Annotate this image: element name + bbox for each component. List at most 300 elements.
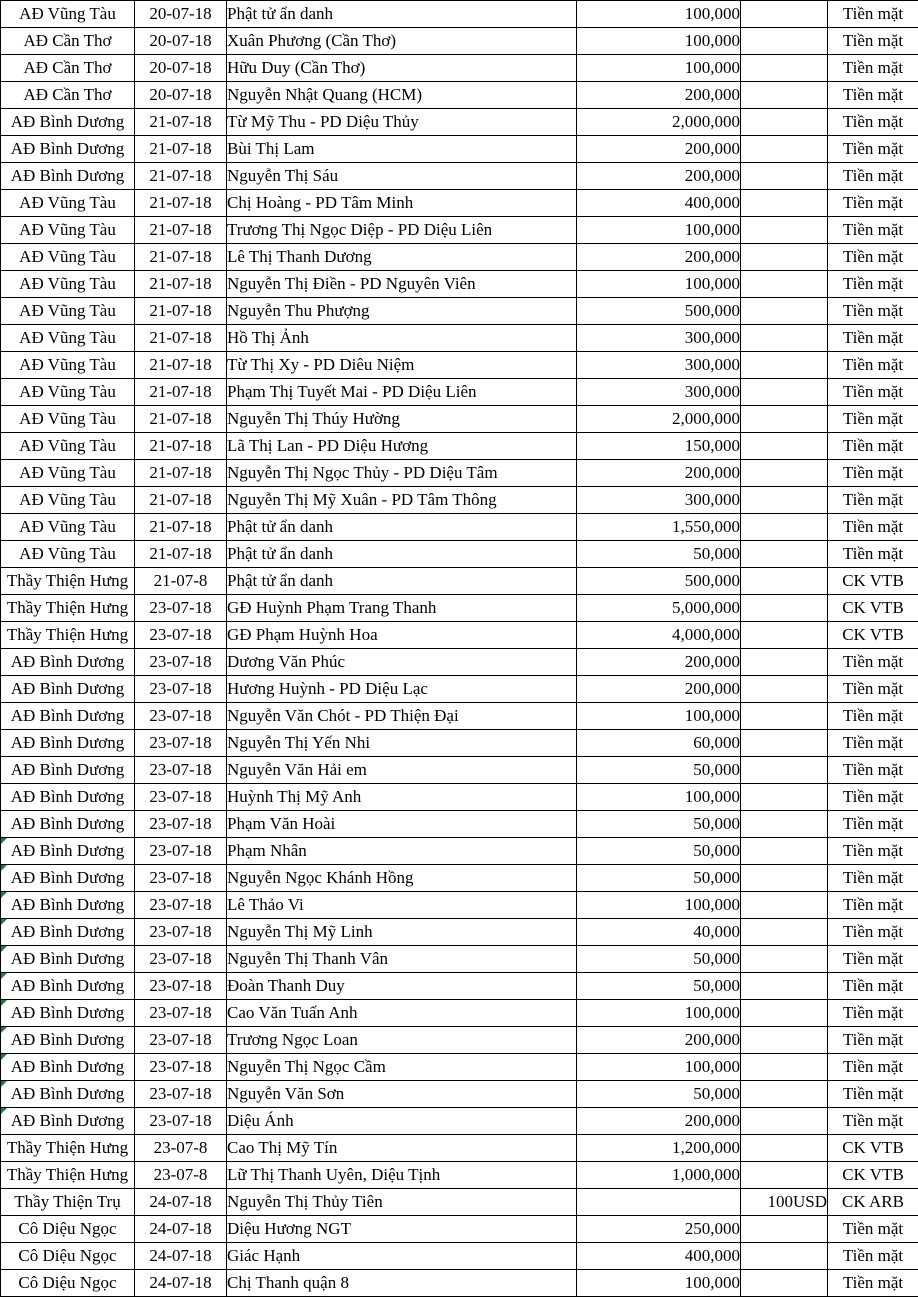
donor-name-cell[interactable]: Nguyễn Thu Phượng [227,298,577,325]
amount-cell[interactable]: 100,000 [577,271,741,298]
date-cell[interactable]: 24-07-18 [135,1243,227,1270]
place-cell[interactable]: Cô Diệu Ngọc [1,1243,135,1270]
amount-cell[interactable]: 100,000 [577,892,741,919]
amount-cell[interactable]: 50,000 [577,1081,741,1108]
amount-cell[interactable]: 50,000 [577,811,741,838]
amount-cell[interactable]: 1,000,000 [577,1162,741,1189]
payment-method-cell[interactable]: Tiền mặt [828,1216,918,1243]
date-cell[interactable]: 21-07-18 [135,433,227,460]
payment-method-cell[interactable]: Tiền mặt [828,838,918,865]
place-cell[interactable]: Thầy Thiện Hưng [1,568,135,595]
place-cell[interactable]: AĐ Bình Dương [1,1027,135,1054]
place-cell[interactable]: AĐ Bình Dương [1,919,135,946]
usd-amount-cell[interactable] [741,433,828,460]
amount-cell[interactable]: 4,000,000 [577,622,741,649]
donor-name-cell[interactable]: Đoàn Thanh Duy [227,973,577,1000]
donor-name-cell[interactable]: Lê Thị Thanh Dương [227,244,577,271]
donor-name-cell[interactable]: Cao Văn Tuấn Anh [227,1000,577,1027]
place-cell[interactable]: AĐ Bình Dương [1,784,135,811]
date-cell[interactable]: 23-07-18 [135,676,227,703]
donor-name-cell[interactable]: Phạm Thị Tuyết Mai - PD Diệu Liên [227,379,577,406]
date-cell[interactable]: 24-07-18 [135,1189,227,1216]
usd-amount-cell[interactable] [741,163,828,190]
donor-name-cell[interactable]: Lê Thảo Vi [227,892,577,919]
amount-cell[interactable]: 100,000 [577,217,741,244]
donor-name-cell[interactable]: Nguyễn Thị Thủy Tiên [227,1189,577,1216]
date-cell[interactable]: 23-07-18 [135,595,227,622]
amount-cell[interactable]: 200,000 [577,460,741,487]
donor-name-cell[interactable]: Hữu Duy (Cần Thơ) [227,55,577,82]
place-cell[interactable]: AĐ Vũng Tàu [1,433,135,460]
payment-method-cell[interactable]: CK ARB [828,1189,918,1216]
usd-amount-cell[interactable] [741,946,828,973]
usd-amount-cell[interactable] [741,1270,828,1297]
table-row [1,28,918,55]
place-cell[interactable]: AĐ Bình Dương [1,676,135,703]
date-cell[interactable]: 23-07-18 [135,784,227,811]
usd-amount-cell[interactable] [741,298,828,325]
donor-name-cell[interactable]: Diệu Hương NGT [227,1216,577,1243]
donor-name-cell[interactable]: Nguyễn Văn Hải em [227,757,577,784]
place-cell[interactable]: Cô Diệu Ngọc [1,1216,135,1243]
place-cell[interactable]: AĐ Bình Dương [1,1054,135,1081]
donor-name-cell[interactable]: Trương Ngọc Loan [227,1027,577,1054]
date-cell[interactable]: 21-07-18 [135,352,227,379]
payment-method-cell[interactable]: Tiền mặt [828,919,918,946]
payment-method-cell[interactable]: Tiền mặt [828,1054,918,1081]
place-cell[interactable]: Thầy Thiện Hưng [1,622,135,649]
usd-amount-cell[interactable] [741,919,828,946]
payment-method-cell[interactable]: CK VTB [828,595,918,622]
payment-method-cell[interactable]: Tiền mặt [828,811,918,838]
donor-name-cell[interactable]: Từ Mỹ Thu - PD Diệu Thủy [227,109,577,136]
date-cell[interactable]: 21-07-18 [135,541,227,568]
date-cell[interactable]: 23-07-18 [135,1027,227,1054]
place-cell[interactable]: AĐ Bình Dương [1,865,135,892]
date-cell[interactable]: 23-07-18 [135,973,227,1000]
place-cell[interactable]: AĐ Bình Dương [1,811,135,838]
amount-cell[interactable]: 300,000 [577,487,741,514]
donor-name-cell[interactable]: Nguyễn Thị Mỹ Xuân - PD Tâm Thông [227,487,577,514]
donor-name-cell[interactable]: Nguyễn Thị Thúy Hường [227,406,577,433]
donor-name-cell[interactable]: Bùi Thị Lam [227,136,577,163]
place-cell[interactable]: AĐ Bình Dương [1,730,135,757]
place-cell[interactable]: AĐ Bình Dương [1,838,135,865]
date-cell[interactable]: 23-07-8 [135,1135,227,1162]
usd-amount-cell[interactable] [741,379,828,406]
payment-method-cell[interactable]: CK VTB [828,622,918,649]
place-cell[interactable]: AĐ Bình Dương [1,973,135,1000]
payment-method-cell[interactable]: Tiền mặt [828,649,918,676]
usd-amount-cell[interactable] [741,244,828,271]
place-cell[interactable]: AĐ Cần Thơ [1,82,135,109]
payment-method-cell[interactable]: Tiền mặt [828,1270,918,1297]
date-cell[interactable]: 23-07-8 [135,1162,227,1189]
donor-name-cell[interactable]: Giác Hạnh [227,1243,577,1270]
usd-amount-cell[interactable] [741,784,828,811]
date-cell[interactable]: 21-07-18 [135,271,227,298]
usd-amount-cell[interactable] [741,325,828,352]
date-cell[interactable]: 21-07-18 [135,460,227,487]
date-cell[interactable]: 23-07-18 [135,1108,227,1135]
donor-name-cell[interactable]: Cao Thị Mỹ Tín [227,1135,577,1162]
payment-method-cell[interactable]: CK VTB [828,568,918,595]
place-cell[interactable]: Thầy Thiện Trụ [1,1189,135,1216]
payment-method-cell[interactable]: Tiền mặt [828,973,918,1000]
payment-method-cell[interactable]: Tiền mặt [828,136,918,163]
place-cell[interactable]: AĐ Vũng Tàu [1,379,135,406]
table-row [1,784,918,811]
donor-name-cell[interactable]: Nguyễn Thị Mỹ Linh [227,919,577,946]
amount-cell[interactable]: 400,000 [577,190,741,217]
date-cell[interactable]: 21-07-18 [135,217,227,244]
usd-amount-cell[interactable] [741,406,828,433]
donor-name-cell[interactable]: Phật tử ẩn danh [227,514,577,541]
amount-cell[interactable]: 100,000 [577,28,741,55]
date-cell[interactable]: 23-07-18 [135,892,227,919]
donor-name-cell[interactable]: Nguyễn Văn Sơn [227,1081,577,1108]
place-cell[interactable]: AĐ Bình Dương [1,649,135,676]
amount-cell[interactable]: 500,000 [577,298,741,325]
date-cell[interactable]: 21-07-18 [135,325,227,352]
amount-cell[interactable]: 200,000 [577,244,741,271]
payment-method-cell[interactable]: Tiền mặt [828,433,918,460]
place-cell[interactable]: AĐ Cần Thơ [1,55,135,82]
place-cell[interactable]: AĐ Vũng Tàu [1,271,135,298]
amount-cell[interactable]: 50,000 [577,973,741,1000]
place-cell[interactable]: Thầy Thiện Hưng [1,1162,135,1189]
amount-cell[interactable]: 200,000 [577,649,741,676]
payment-method-cell[interactable]: Tiền mặt [828,946,918,973]
usd-amount-cell[interactable] [741,460,828,487]
usd-amount-cell[interactable] [741,1243,828,1270]
usd-amount-cell[interactable] [741,622,828,649]
donor-name-cell[interactable]: Nguyễn Ngọc Khánh Hồng [227,865,577,892]
donor-name-cell[interactable]: Dương Văn Phúc [227,649,577,676]
usd-amount-cell[interactable] [741,757,828,784]
usd-amount-cell[interactable] [741,1,828,28]
date-cell[interactable]: 21-07-18 [135,379,227,406]
payment-method-cell[interactable]: Tiền mặt [828,1027,918,1054]
usd-amount-cell[interactable] [741,1081,828,1108]
date-cell[interactable]: 21-07-18 [135,298,227,325]
donor-name-cell[interactable]: Trương Thị Ngọc Diệp - PD Diệu Liên [227,217,577,244]
donor-name-cell[interactable]: Nguyễn Thị Điền - PD Nguyên Viên [227,271,577,298]
place-cell[interactable]: AĐ Bình Dương [1,1108,135,1135]
donor-name-cell[interactable]: Nguyễn Thị Yến Nhi [227,730,577,757]
payment-method-cell[interactable]: Tiền mặt [828,784,918,811]
payment-method-cell[interactable]: Tiền mặt [828,757,918,784]
payment-method-cell[interactable]: Tiền mặt [828,514,918,541]
donor-name-cell[interactable]: Nguyễn Thị Thanh Vân [227,946,577,973]
usd-amount-cell[interactable] [741,838,828,865]
amount-cell[interactable]: 1,200,000 [577,1135,741,1162]
amount-cell[interactable]: 400,000 [577,1243,741,1270]
place-cell[interactable]: AĐ Vũng Tàu [1,487,135,514]
payment-method-cell[interactable]: Tiền mặt [828,82,918,109]
date-cell[interactable]: 21-07-18 [135,244,227,271]
date-cell[interactable]: 23-07-18 [135,730,227,757]
payment-method-cell[interactable]: Tiền mặt [828,217,918,244]
table-row [1,568,918,595]
usd-amount-cell[interactable] [741,82,828,109]
donor-name-cell[interactable]: Chị Thanh quận 8 [227,1270,577,1297]
usd-amount-cell[interactable] [741,352,828,379]
date-cell[interactable]: 23-07-18 [135,622,227,649]
amount-cell[interactable]: 50,000 [577,541,741,568]
amount-cell[interactable] [577,1189,741,1216]
amount-cell[interactable]: 100,000 [577,55,741,82]
place-cell[interactable]: AĐ Bình Dương [1,946,135,973]
usd-amount-cell[interactable] [741,703,828,730]
donor-name-cell[interactable]: Huỳnh Thị Mỹ Anh [227,784,577,811]
donor-name-cell[interactable]: Từ Thị Xy - PD Diêu Niệm [227,352,577,379]
table-row [1,946,918,973]
place-cell[interactable]: AĐ Vũng Tàu [1,325,135,352]
payment-method-cell[interactable]: Tiền mặt [828,190,918,217]
usd-amount-cell[interactable] [741,487,828,514]
date-cell[interactable]: 23-07-18 [135,1054,227,1081]
place-cell[interactable]: AĐ Bình Dương [1,136,135,163]
payment-method-cell[interactable]: Tiền mặt [828,541,918,568]
amount-cell[interactable]: 300,000 [577,379,741,406]
usd-amount-cell[interactable] [741,730,828,757]
place-cell[interactable]: AĐ Vũng Tàu [1,352,135,379]
place-cell[interactable]: Thầy Thiện Hưng [1,595,135,622]
table-row [1,190,918,217]
payment-method-cell[interactable]: Tiền mặt [828,271,918,298]
donor-name-cell[interactable]: Phạm Nhân [227,838,577,865]
donor-name-cell[interactable]: Nguyễn Thị Sáu [227,163,577,190]
donor-name-cell[interactable]: Nguyễn Thị Ngọc Thủy - PD Diệu Tâm [227,460,577,487]
donor-name-cell[interactable]: GĐ Huỳnh Phạm Trang Thanh [227,595,577,622]
donor-name-cell[interactable]: Nguyễn Thị Ngọc Cầm [227,1054,577,1081]
donor-name-cell[interactable]: Nguyễn Nhật Quang (HCM) [227,82,577,109]
donor-name-cell[interactable]: Phật tử ẩn danh [227,568,577,595]
payment-method-cell[interactable]: Tiền mặt [828,460,918,487]
place-cell[interactable]: AĐ Vũng Tàu [1,244,135,271]
place-cell[interactable]: AĐ Vũng Tàu [1,514,135,541]
amount-cell[interactable]: 500,000 [577,568,741,595]
date-cell[interactable]: 20-07-18 [135,55,227,82]
table-row [1,1054,918,1081]
amount-cell[interactable]: 300,000 [577,325,741,352]
usd-amount-cell[interactable] [741,973,828,1000]
date-cell[interactable]: 23-07-18 [135,919,227,946]
payment-method-cell[interactable]: Tiền mặt [828,865,918,892]
payment-method-cell[interactable]: Tiền mặt [828,703,918,730]
usd-amount-cell[interactable] [741,55,828,82]
usd-amount-cell[interactable] [741,595,828,622]
date-cell[interactable]: 23-07-18 [135,649,227,676]
donor-name-cell[interactable]: Phật tử ẩn danh [227,1,577,28]
date-cell[interactable]: 23-07-18 [135,757,227,784]
amount-cell[interactable]: 50,000 [577,946,741,973]
amount-cell[interactable]: 2,000,000 [577,406,741,433]
date-cell[interactable]: 21-07-18 [135,190,227,217]
amount-cell[interactable]: 200,000 [577,136,741,163]
place-cell[interactable]: AĐ Bình Dương [1,757,135,784]
date-cell[interactable]: 23-07-18 [135,1000,227,1027]
usd-amount-cell[interactable] [741,865,828,892]
place-cell[interactable]: AĐ Bình Dương [1,892,135,919]
usd-amount-cell[interactable] [741,1054,828,1081]
usd-amount-cell[interactable] [741,541,828,568]
place-cell[interactable]: Cô Diệu Ngọc [1,1270,135,1297]
payment-method-cell[interactable]: Tiền mặt [828,1108,918,1135]
date-cell[interactable]: 24-07-18 [135,1270,227,1297]
amount-cell[interactable]: 250,000 [577,1216,741,1243]
payment-method-cell[interactable]: Tiền mặt [828,244,918,271]
amount-cell[interactable]: 40,000 [577,919,741,946]
payment-method-cell[interactable]: CK VTB [828,1162,918,1189]
date-cell[interactable]: 23-07-18 [135,1081,227,1108]
usd-amount-cell[interactable] [741,28,828,55]
donor-name-cell[interactable]: Phật tử ẩn danh [227,541,577,568]
donor-name-cell[interactable]: Lữ Thị Thanh Uyên, Diệu Tịnh [227,1162,577,1189]
amount-cell[interactable]: 50,000 [577,865,741,892]
payment-method-cell[interactable]: Tiền mặt [828,55,918,82]
place-cell[interactable]: AĐ Vũng Tàu [1,190,135,217]
place-cell[interactable]: AĐ Bình Dương [1,163,135,190]
date-cell[interactable]: 23-07-18 [135,703,227,730]
place-cell[interactable]: AĐ Vũng Tàu [1,1,135,28]
donor-name-cell[interactable]: GĐ Phạm Huỳnh Hoa [227,622,577,649]
amount-cell[interactable]: 200,000 [577,1027,741,1054]
date-cell[interactable]: 21-07-18 [135,163,227,190]
place-cell[interactable]: AĐ Bình Dương [1,1000,135,1027]
payment-method-cell[interactable]: Tiền mặt [828,1,918,28]
donor-name-cell[interactable]: Lã Thị Lan - PD Diệu Hương [227,433,577,460]
amount-cell[interactable]: 50,000 [577,757,741,784]
usd-amount-cell[interactable] [741,676,828,703]
payment-method-cell[interactable]: Tiền mặt [828,1243,918,1270]
date-cell[interactable]: 23-07-18 [135,811,227,838]
usd-amount-cell[interactable] [741,109,828,136]
place-cell[interactable]: AĐ Vũng Tàu [1,460,135,487]
usd-amount-cell[interactable] [741,892,828,919]
payment-method-cell[interactable]: Tiền mặt [828,1081,918,1108]
place-cell[interactable]: AĐ Bình Dương [1,1081,135,1108]
payment-method-cell[interactable]: Tiền mặt [828,109,918,136]
date-cell[interactable]: 23-07-18 [135,865,227,892]
date-cell[interactable]: 20-07-18 [135,1,227,28]
table-row [1,1135,918,1162]
usd-amount-cell[interactable] [741,1000,828,1027]
donor-name-cell[interactable]: Hồ Thị Ảnh [227,325,577,352]
table-row [1,55,918,82]
payment-method-cell[interactable]: Tiền mặt [828,298,918,325]
usd-amount-cell[interactable] [741,271,828,298]
usd-amount-cell[interactable] [741,1027,828,1054]
date-cell[interactable]: 23-07-18 [135,946,227,973]
amount-cell[interactable]: 100,000 [577,1270,741,1297]
table-row [1,460,918,487]
place-cell[interactable]: AĐ Vũng Tàu [1,298,135,325]
amount-cell[interactable]: 100,000 [577,784,741,811]
payment-method-cell[interactable]: Tiền mặt [828,892,918,919]
amount-cell[interactable]: 200,000 [577,1108,741,1135]
donor-name-cell[interactable]: Hương Huỳnh - PD Diệu Lạc [227,676,577,703]
payment-method-cell[interactable]: Tiền mặt [828,163,918,190]
usd-amount-cell[interactable] [741,1135,828,1162]
place-cell[interactable]: Thầy Thiện Hưng [1,1135,135,1162]
place-cell[interactable]: AĐ Vũng Tàu [1,217,135,244]
date-cell[interactable]: 21-07-18 [135,136,227,163]
usd-amount-cell[interactable] [741,217,828,244]
amount-cell[interactable]: 5,000,000 [577,595,741,622]
amount-cell[interactable]: 1,550,000 [577,514,741,541]
amount-cell[interactable]: 100,000 [577,703,741,730]
usd-amount-cell[interactable] [741,136,828,163]
amount-cell[interactable]: 60,000 [577,730,741,757]
place-cell[interactable]: AĐ Cần Thơ [1,28,135,55]
date-cell[interactable]: 23-07-18 [135,838,227,865]
date-cell[interactable]: 21-07-18 [135,487,227,514]
payment-method-cell[interactable]: Tiền mặt [828,325,918,352]
date-cell[interactable]: 21-07-18 [135,109,227,136]
table-row [1,1000,918,1027]
amount-cell[interactable]: 100,000 [577,1,741,28]
date-cell[interactable]: 20-07-18 [135,28,227,55]
amount-cell[interactable]: 150,000 [577,433,741,460]
amount-cell[interactable]: 200,000 [577,163,741,190]
amount-cell[interactable]: 300,000 [577,352,741,379]
date-cell[interactable]: 20-07-18 [135,82,227,109]
place-cell[interactable]: AĐ Vũng Tàu [1,406,135,433]
payment-method-cell[interactable]: Tiền mặt [828,1000,918,1027]
payment-method-cell[interactable]: Tiền mặt [828,487,918,514]
table-row [1,136,918,163]
payment-method-cell[interactable]: Tiền mặt [828,406,918,433]
donor-name-cell[interactable]: Xuân Phương (Cần Thơ) [227,28,577,55]
amount-cell[interactable]: 100,000 [577,1054,741,1081]
usd-amount-cell[interactable] [741,1108,828,1135]
usd-amount-cell[interactable]: 100USD [741,1189,828,1216]
date-cell[interactable]: 21-07-18 [135,406,227,433]
place-cell[interactable]: AĐ Bình Dương [1,703,135,730]
payment-method-cell[interactable]: CK VTB [828,1135,918,1162]
usd-amount-cell[interactable] [741,1216,828,1243]
payment-method-cell[interactable]: Tiền mặt [828,28,918,55]
payment-method-cell[interactable]: Tiền mặt [828,730,918,757]
amount-cell[interactable]: 200,000 [577,82,741,109]
amount-cell[interactable]: 200,000 [577,676,741,703]
amount-cell[interactable]: 2,000,000 [577,109,741,136]
table-row [1,1162,918,1189]
donor-name-cell[interactable]: Nguyễn Văn Chót - PD Thiện Đại [227,703,577,730]
donor-name-cell[interactable]: Phạm Văn Hoài [227,811,577,838]
donor-name-cell[interactable]: Chị Hoàng - PD Tâm Minh [227,190,577,217]
date-cell[interactable]: 21-07-18 [135,514,227,541]
place-cell[interactable]: AĐ Vũng Tàu [1,541,135,568]
usd-amount-cell[interactable] [741,1162,828,1189]
donor-name-cell[interactable]: Diệu Ánh [227,1108,577,1135]
date-cell[interactable]: 21-07-8 [135,568,227,595]
date-cell[interactable]: 24-07-18 [135,1216,227,1243]
payment-method-cell[interactable]: Tiền mặt [828,352,918,379]
place-cell[interactable]: AĐ Bình Dương [1,109,135,136]
payment-method-cell[interactable]: Tiền mặt [828,676,918,703]
usd-amount-cell[interactable] [741,190,828,217]
usd-amount-cell[interactable] [741,568,828,595]
usd-amount-cell[interactable] [741,811,828,838]
usd-amount-cell[interactable] [741,514,828,541]
amount-cell[interactable]: 50,000 [577,838,741,865]
usd-amount-cell[interactable] [741,649,828,676]
amount-cell[interactable]: 100,000 [577,1000,741,1027]
payment-method-cell[interactable]: Tiền mặt [828,379,918,406]
